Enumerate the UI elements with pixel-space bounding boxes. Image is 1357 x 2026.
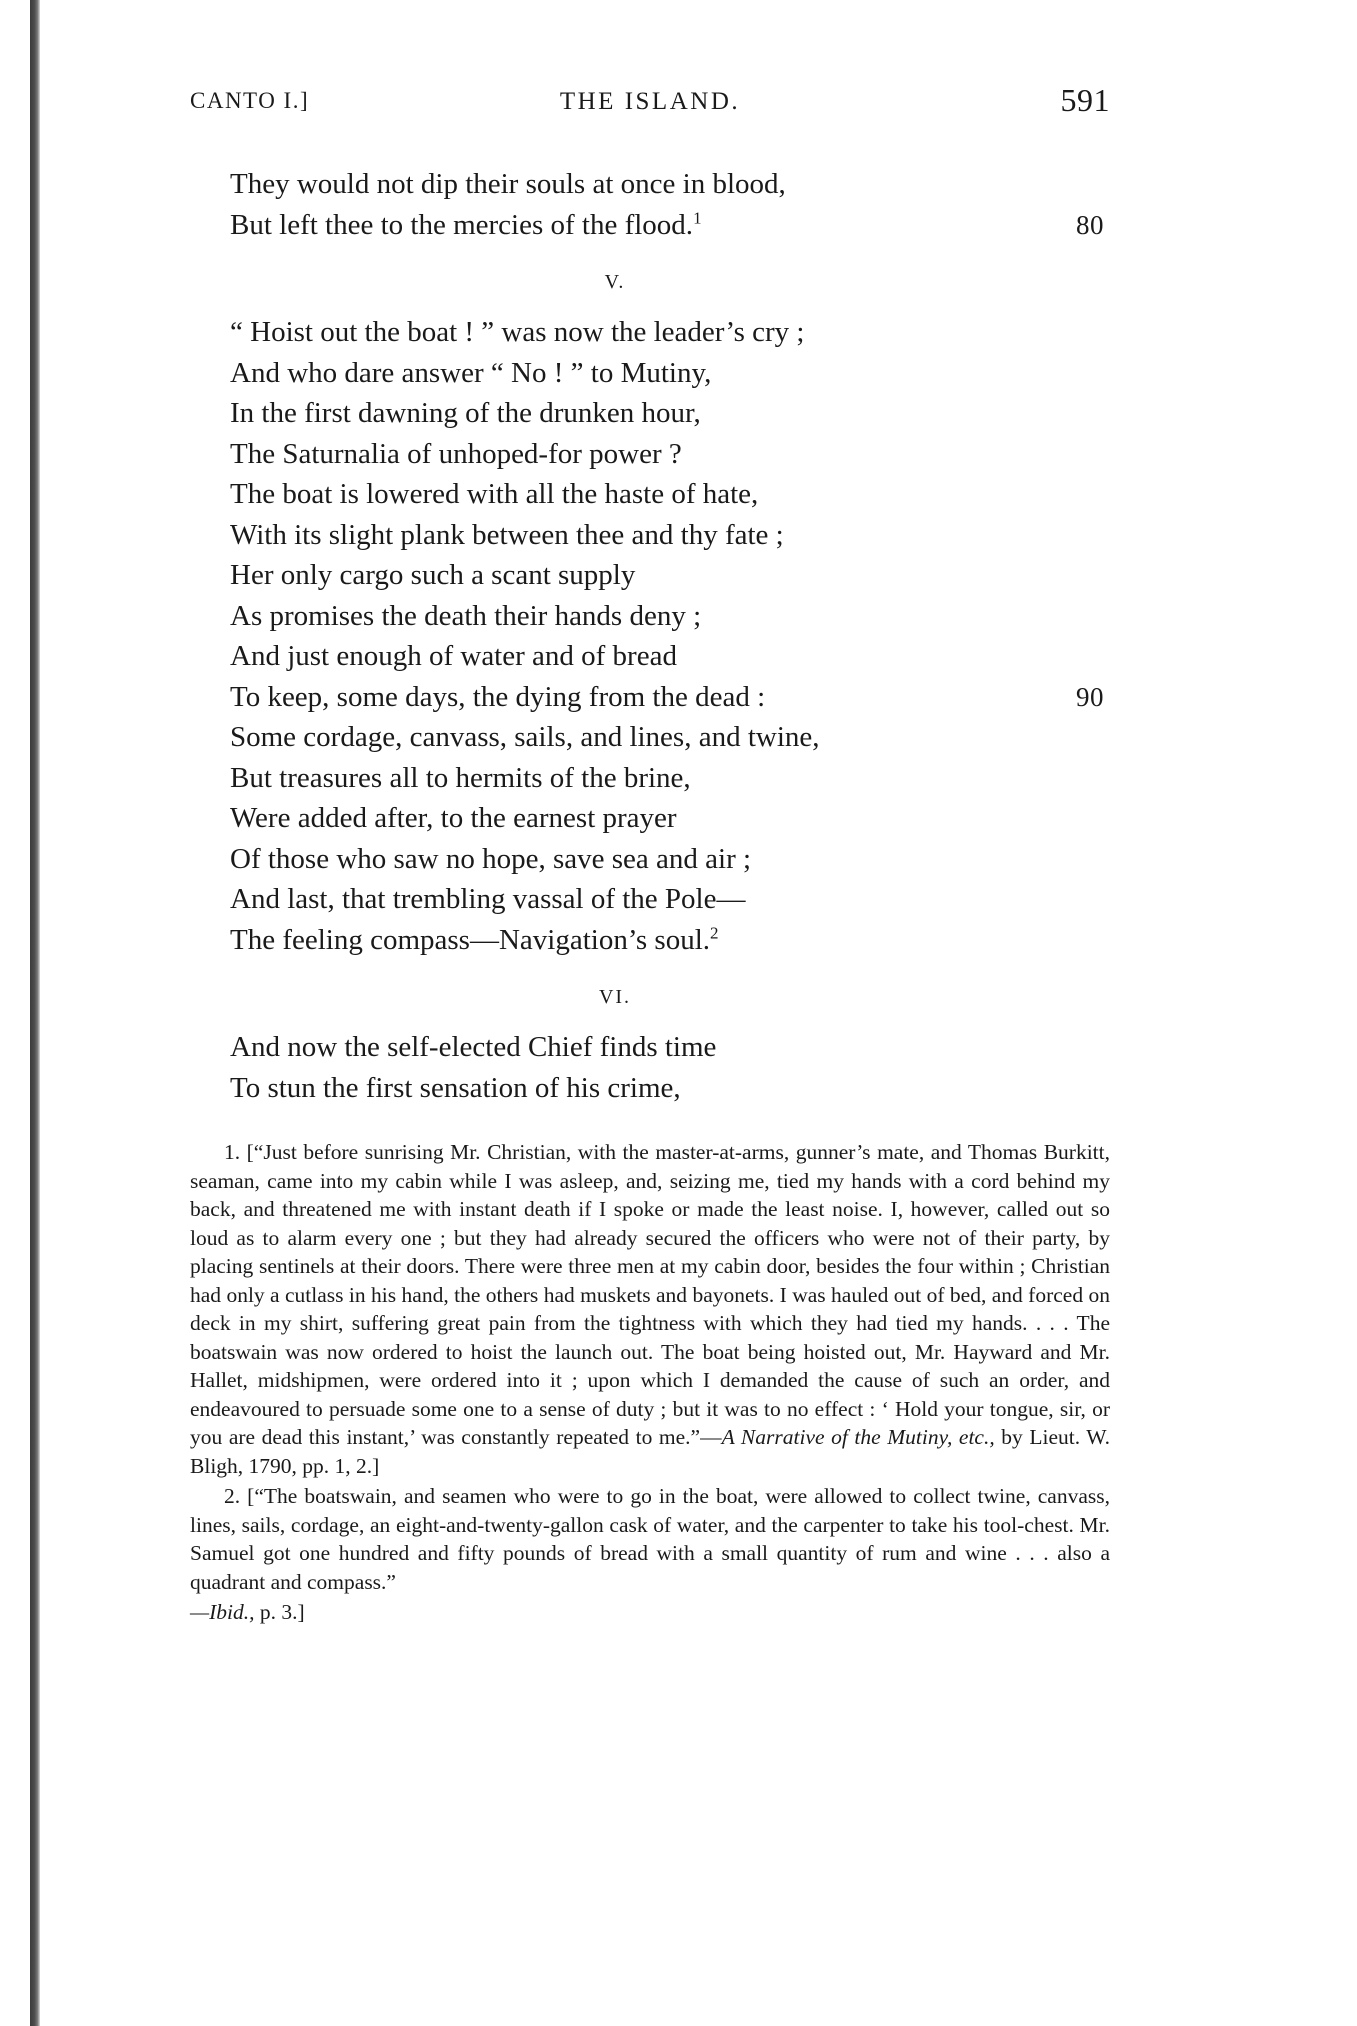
scan-edge-highlight bbox=[40, 0, 46, 2026]
footnote-ref[interactable]: 2 bbox=[710, 922, 719, 942]
footnote-2-citation-title: —Ibid., bbox=[190, 1600, 255, 1624]
verse-line: And just enough of water and of bread bbox=[230, 640, 677, 672]
footnote-ref[interactable]: 1 bbox=[693, 207, 702, 227]
footnotes bbox=[190, 1138, 1110, 1627]
footnote-2-citation bbox=[190, 1598, 1110, 1627]
running-head bbox=[190, 82, 1110, 128]
verse-opening bbox=[190, 164, 1110, 245]
footnote-2-citation-rest: p. 3.] bbox=[254, 1600, 305, 1624]
verse-line-number: 80 bbox=[1076, 209, 1104, 240]
page-number: 591 bbox=[1060, 82, 1110, 118]
verse-line: To keep, some days, the dying from the dead : 90 bbox=[190, 677, 1110, 718]
verse-line: Some cordage, canvass, sails, and lines, and twine, bbox=[230, 721, 820, 753]
scan-edge-shadow bbox=[30, 0, 40, 2026]
verse-line: And now the self-elected Chief finds time bbox=[230, 1031, 717, 1063]
footnote-1-citation-title: A Narrative of the Mutiny, etc., bbox=[721, 1425, 995, 1449]
verse-stanza-vi bbox=[190, 1027, 1110, 1108]
verse-stanza-v bbox=[190, 312, 1110, 960]
verse-line-number: 90 bbox=[1076, 681, 1104, 712]
verse-line: They would not dip their souls at once in blood, bbox=[230, 168, 786, 200]
stanza-label-vi: VI. bbox=[598, 986, 632, 1008]
verse-line: But treasures all to hermits of the brine, bbox=[230, 761, 691, 794]
verse-line: But left thee to the mercies of the flood.$^1$ 80 bbox=[190, 205, 1110, 246]
verse-line: “ Hoist out the boat ! ” was now the leader’s cry ; bbox=[230, 316, 805, 348]
verse-line: In the first dawning of the drunken hour, bbox=[230, 397, 701, 429]
page-content bbox=[190, 0, 1110, 1629]
page-title: THE ISLAND. bbox=[559, 88, 741, 115]
verse-line: With its slight plank between thee and thy fate ; bbox=[230, 518, 784, 551]
footnote-1 bbox=[190, 1138, 1110, 1480]
footnote-1-text: 1. [“Just before sunrising Mr. Christian, with the master-at-arms, gunner’s mate, and Thomas Burkitt, seaman, came into my cabin while I was asleep, and, seizing me, tied my hands with a cord behind my back, and threatened me with instant death if I spoke or made the least noise. I, however, called out so loud as to alarm every one ; but they had already secured the officers who were not of their party, by placing sentinels at their doors. There were three men at my cabin door, besides the four within ; Christian had only a cutlass in his hand, the others had muskets and bayonets. I was hauled out of bed, and forced on deck in my shirt, suffering great pain from the tightness with which they had tied my hands. . . . The boatswain was now ordered to hoist the launch out. The boat being hoisted out, Mr. Hayward and Mr. Hallet, midshipmen, were ordered into it ; upon which I demanded the cause of such an order, and endeavoured to persuade some one to a sense of duty ; but it was to no effect : ‘ Hold your tongue, sir, or you are dead this instant,’ was constantly repeated to me.”— bbox=[190, 1140, 1110, 1449]
verse-line: Her only cargo such a scant supply bbox=[230, 559, 636, 591]
verse-line: Of those who saw no hope, save sea and air ; bbox=[230, 842, 752, 875]
running-head-canto: CANTO I.] bbox=[190, 88, 310, 113]
footnote-1-citation-rest: by Lieut. W. Bligh, 1790, pp. 1, 2.] bbox=[190, 1425, 1110, 1478]
verse-line: And who dare answer “ No ! ” to Mutiny, bbox=[230, 356, 712, 389]
verse-line: The boat is lowered with all the haste of hate, bbox=[230, 478, 759, 510]
verse-line: As promises the death their hands deny ; bbox=[230, 599, 702, 632]
footnote-2-text: 2. [“The boatswain, and seamen who were to go in the boat, were allowed to collect twine, canvass, lines, sails, cordage, an eight-and-twenty-gallon cask of water, and the carpenter to take his tool-chest. Mr. Samuel got one hundred and fifty pounds of bread with a small quantity of rum and wine . . . also a quadrant and compass.” bbox=[190, 1484, 1110, 1594]
stanza-label-v: V. bbox=[604, 271, 626, 293]
verse-line: And last, that trembling vassal of the Pole— bbox=[230, 883, 746, 915]
verse-line: Were added after, to the earnest prayer bbox=[230, 802, 677, 834]
verse-line: The feeling compass—Navigation’s soul.$^2$ bbox=[230, 922, 719, 956]
verse-line: To stun the first sensation of his crime, bbox=[230, 1071, 681, 1104]
footnote-2 bbox=[190, 1482, 1110, 1596]
verse-line: The Saturnalia of unhoped-for power ? bbox=[230, 437, 682, 470]
